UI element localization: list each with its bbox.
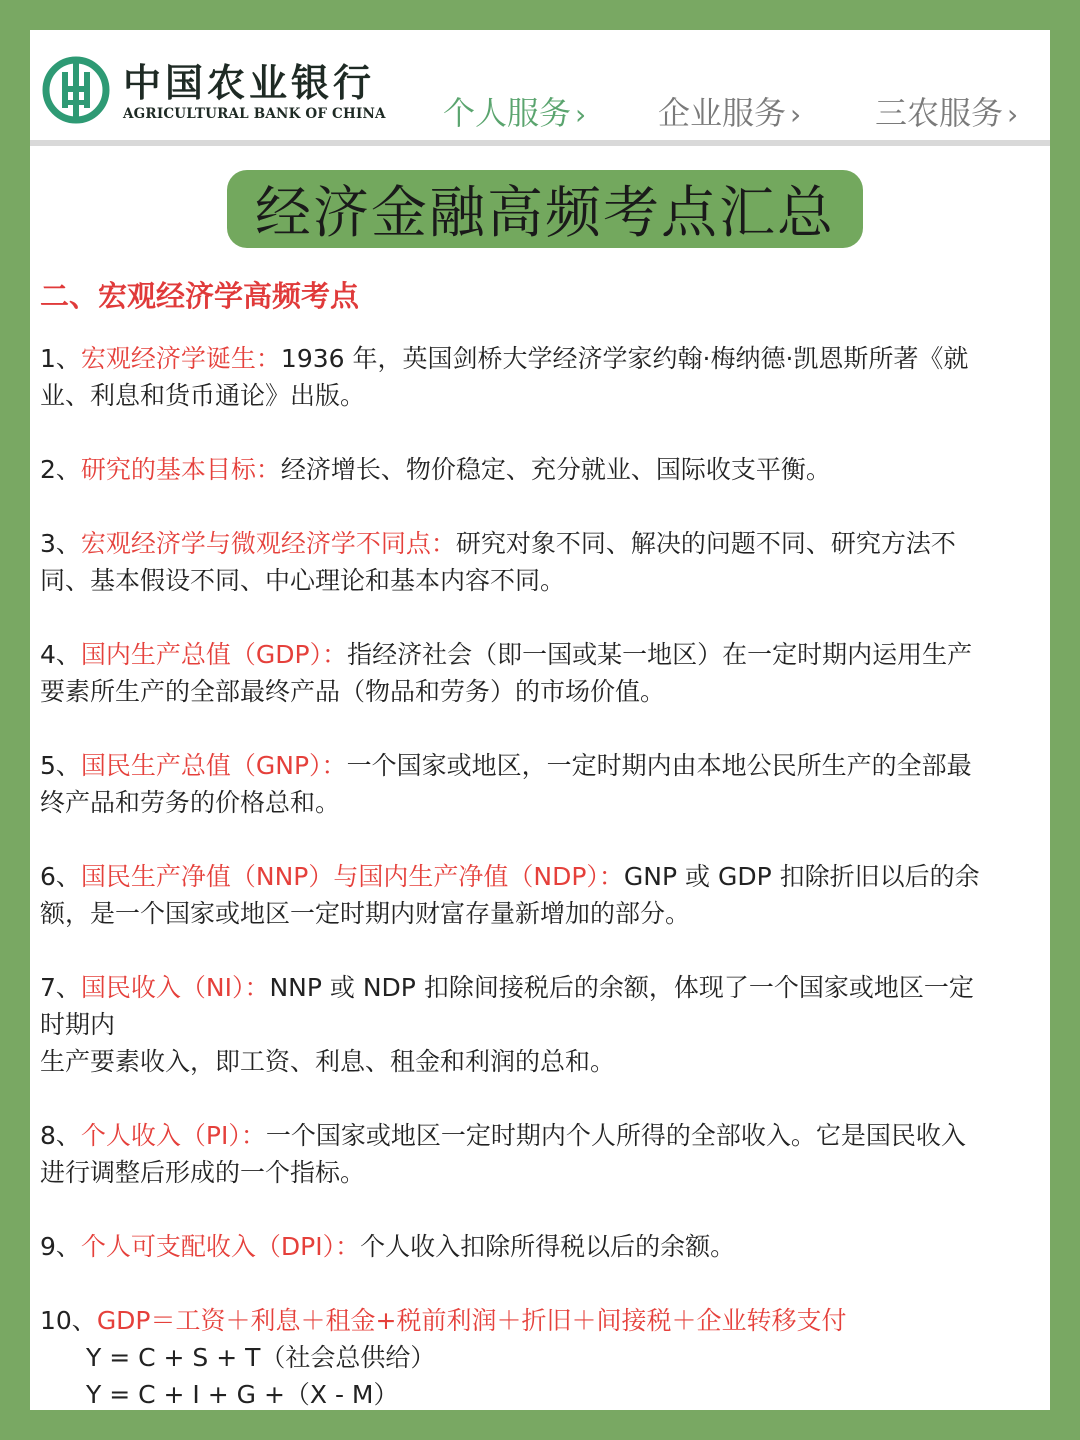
list-item [40,340,1040,414]
item-text: 一个国家或地区，一定时期内由本地公民所生产的全部最 [346,751,972,780]
item-text: 额，是一个国家或地区一定时期内财富存量新增加的部分。 [40,899,691,928]
nav-agriculture-services[interactable] [875,88,1018,134]
item-text: NNP 或 NDP 扣除间接税后的余额，体现了一个国家或地区一定 [269,973,974,1002]
item-term: 国民生产总值（GNP）： [80,751,347,780]
item-number: 9、 [40,1232,81,1261]
bank-name-cn: 中国农业银行 [123,60,376,105]
item-term: 宏观经济学诞生： [80,344,281,373]
chevron-right-icon: › [575,98,587,131]
item-term: 国民生产净值（NNP）与国内生产净值（NDP）： [80,862,624,891]
list-item [40,969,1040,1080]
key-points-list [40,340,1040,1410]
item-number: 5、 [40,751,81,780]
item-text: 时期内 [40,1010,116,1039]
chevron-right-icon: › [790,98,802,131]
item-term: 研究的基本目标： [80,455,281,484]
item-text: GNP 或 GDP 扣除折旧以后的余 [623,862,980,891]
bank-name-en: AGRICULTURAL BANK OF CHINA [123,106,386,122]
list-item [40,858,1040,932]
item-text: 生产要素收入，即工资、利息、租金和利润的总和。 [40,1047,616,1076]
item-term: 宏观经济学与微观经济学不同点： [80,529,456,558]
item-term: 个人可支配收入（DPI）： [80,1232,361,1261]
item-text: 1936 年，英国剑桥大学经济学家约翰·梅纳德·凯恩斯所著《就 [280,344,969,373]
nav-label: 个人服务 [443,94,572,132]
item-number: 6、 [40,862,81,891]
nav-label: 三农服务 [875,94,1004,132]
title-banner [227,170,863,248]
nav-label: 企业服务 [658,94,787,132]
item-text: 个人收入扣除所得税以后的余额。 [360,1232,736,1261]
item-text: 终产品和劳务的价格总和。 [40,788,341,817]
list-item [40,525,1040,599]
content-card [30,30,1050,1410]
item-text: 同、基本假设不同、中心理论和基本内容不同。 [40,566,566,595]
formula-line: Y = C + I + G +（X - M） [86,1380,399,1409]
item-term: 国内生产总值（GDP）： [80,640,348,669]
item-text: 要素所生产的全部最终产品（物品和劳务）的市场价值。 [40,677,666,706]
page-title: 经济金融高频考点汇总 [255,181,835,246]
section-heading: 二、宏观经济学高频考点 [40,279,360,313]
item-text: 一个国家或地区一定时期内个人所得的全部收入。它是国民收入 [265,1121,966,1150]
chevron-right-icon: › [1007,98,1019,131]
formula-line: Y = C + S + T（社会总供给） [86,1343,436,1372]
item-term: 国民收入（NI）： [80,973,270,1002]
item-text: 指经济社会（即一国或某一地区）在一定时期内运用生产 [347,640,973,669]
item-text: 业、利息和货币通论》出版。 [40,381,366,410]
list-item [40,636,1040,710]
item-number: 1、 [40,344,81,373]
item-term: GDP＝工资＋利息＋租金+税前利润＋折旧＋间接税＋企业转移支付 [96,1306,847,1335]
item-number: 7、 [40,973,81,1002]
item-number: 8、 [40,1121,81,1150]
header-divider [30,140,1050,146]
abc-logo-icon [42,56,110,124]
item-term: 个人收入（PI）： [80,1121,266,1150]
list-item [40,1302,1040,1410]
item-text: 经济增长、物价稳定、充分就业、国际收支平衡。 [280,455,831,484]
list-item [40,1228,1040,1265]
item-number: 10、 [40,1306,97,1335]
item-text: 进行调整后形成的一个指标。 [40,1158,366,1187]
list-item [40,1117,1040,1191]
list-item [40,451,1040,488]
item-number: 2、 [40,455,81,484]
nav-business-services[interactable] [658,88,801,134]
item-number: 3、 [40,529,81,558]
site-header [30,30,1050,142]
list-item [40,747,1040,821]
item-text: 研究对象不同、解决的问题不同、研究方法不 [455,529,956,558]
nav-personal-services[interactable] [443,88,586,134]
item-number: 4、 [40,640,81,669]
